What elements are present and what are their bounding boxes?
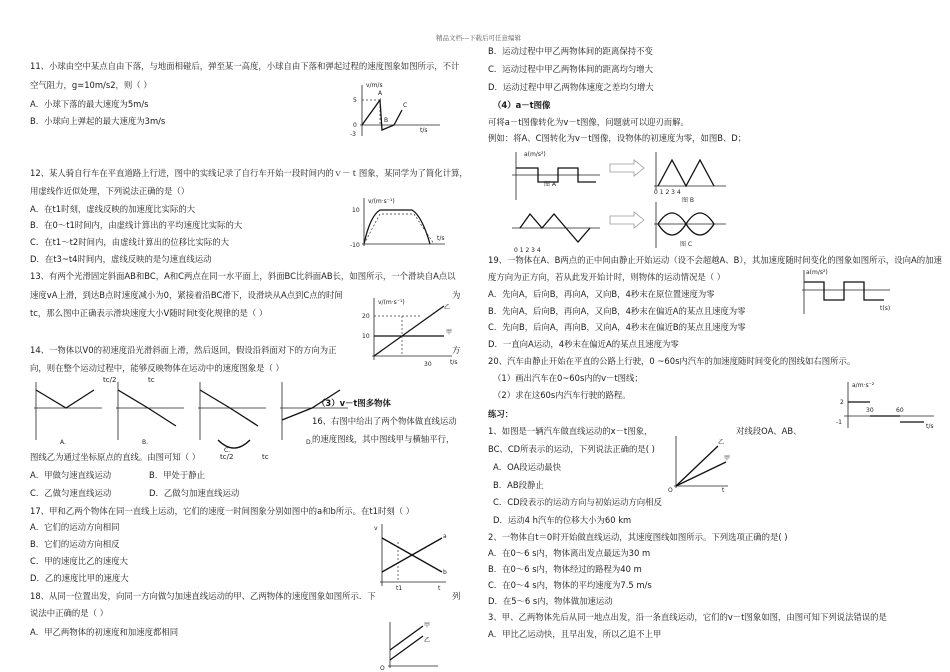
svg-text:t(s): t(s): [880, 305, 891, 312]
at-intro-2: 例如：将A、C图转化为v－t图像，设物体的初速度为零，如图B、D；: [488, 133, 747, 143]
q16-line2: 的速度图线，其中图线甲与横轴平行，: [312, 434, 455, 444]
p2-opt-a: A．在0～6 s内，物体离出发点最远为30 m: [488, 548, 651, 558]
q16-opt-b: B．甲处于静止: [149, 470, 205, 480]
svg-text:b: b: [443, 569, 447, 576]
figure-q11-vt-graph: [350, 80, 445, 140]
q17-opt-b: B．它们的运动方向相反: [30, 539, 120, 549]
q19-opt-a: A．先向A，后向B，再向A，又向B，4秒末在原位置速度为零: [488, 289, 715, 299]
svg-text:10: 10: [352, 207, 360, 214]
q11-line2: 空气阻力，g=10m/s2，则（ ）: [30, 80, 152, 90]
q13-line2-end: 为: [452, 290, 461, 300]
p3-opt-a: A．甲比乙运动快，且早出发，所以乙追不上甲: [488, 629, 662, 639]
q13-line3: tc，那么图中正确表示滑块速度大小V随时间t变化规律的是（ ）: [30, 308, 268, 318]
q11-line1: 11、小球由空中某点自由下落，与地面相碰后，弹至某一高度，小球自由下落和弹起过程的速度图象如图所示，不计: [30, 61, 460, 71]
q19-line2: 度方向为正方向，若从此发开始计时，则物体的运动情况是（ ）: [488, 272, 726, 282]
at-intro-1: 可将a－t图像转化为v－t图像，问题就可以迎刃而解。: [488, 117, 689, 127]
svg-text:甲: 甲: [446, 329, 453, 336]
svg-text:0 1 2 3 4: 0 1 2 3 4: [514, 247, 541, 254]
q11-opt-a: A．小球下落的最大速度为5m/s: [30, 99, 149, 109]
section-vt-multi: （3）v－t图多物体: [317, 398, 391, 408]
svg-text:20: 20: [362, 313, 370, 320]
q17-line1: 17、甲和乙两个物体在同一直线上运动，它们的速度一时间图象分别如图中的a和b所示。在t1时刻（ ）: [30, 506, 415, 516]
svg-text:-3: -3: [350, 131, 356, 138]
figure-q18-vt-graph: [378, 620, 448, 670]
q17-opt-d: D．乙的速度比甲的速度大: [30, 573, 129, 583]
q12-line1: 12、某人骑自行车在平直道路上行进，图中的实线记录了自行车开始一段时间内的ｖ－ｔ图象，某同学为了简化计算，: [30, 168, 468, 178]
p1-opt-d: D．运动4 h汽车的位移大小为60 km: [493, 515, 632, 525]
svg-text:60: 60: [896, 407, 904, 414]
svg-text:t/s: t/s: [926, 423, 934, 430]
tc-label-1: tc/2: [103, 376, 117, 384]
q16-line3: 图线乙为通过坐标原点的直线。由图可知（ ）: [30, 452, 201, 462]
svg-text:30: 30: [866, 407, 874, 414]
svg-text:图 C: 图 C: [680, 241, 693, 248]
option-d-graph: [280, 382, 348, 446]
svg-text:A.: A.: [60, 439, 66, 446]
svg-text:2: 2: [840, 399, 844, 406]
q18-line1: 18、从同一位置出发，向同一方向做匀加速直线运动的甲、乙两物体的速度图象如图所示．下: [30, 591, 376, 601]
p1-opt-c: C．CD段表示的运动方向与初始运动方向相反: [493, 497, 662, 507]
figure-q17-vt-graph: [372, 522, 452, 590]
p2-opt-b: B．在0～6 s内，物体经过的路程为40 m: [488, 564, 642, 574]
svg-text:图 B: 图 B: [682, 197, 695, 204]
q16-opt-a: A．甲做匀速直线运动: [30, 470, 112, 480]
p1-opt-b: B．AB段静止: [493, 480, 544, 490]
q13-line1: 13、有两个光滑固定斜面AB和BC，A和C两点在同一水平面上，斜面BC比斜面AB长，如图所示，一个滑块自A点以: [30, 271, 456, 281]
svg-text:5: 5: [353, 97, 357, 104]
q12-line2: 用虚线作近似处理，下列说法正确的是（）: [30, 186, 190, 196]
svg-text:C.: C.: [224, 447, 231, 454]
figure-a-at-graph: [512, 151, 600, 200]
p3-line1: 3、甲、乙两物体先后从同一地点出发，沿一条直线运动，它们的v－t图象如图，由图可知下列说法错误的是: [488, 612, 887, 622]
figure-q12-vt-graph: [350, 196, 455, 248]
figure-c-at-graph: [512, 214, 600, 254]
svg-text:a/m·s⁻²: a/m·s⁻²: [852, 382, 875, 389]
tc-label-4: tc: [262, 453, 269, 461]
svg-text:t: t: [722, 487, 725, 494]
svg-text:A: A: [378, 90, 383, 97]
q20-part1: （1）画出汽车在0~60s内的v－t图线；: [493, 373, 643, 383]
q16-line1: 16、右图中给出了两个物体做直线运动: [312, 416, 457, 426]
q17-opt-a: A．它们的运动方向相同: [30, 522, 120, 532]
p1-line2: BC、CD所表示的运动，下列说法正确的是( ): [488, 444, 655, 454]
svg-text:0: 0: [353, 122, 357, 129]
option-b-graph: [116, 382, 184, 446]
svg-text:a: a: [443, 533, 447, 540]
svg-text:O: O: [668, 487, 673, 494]
q12-opt-d: D．在t3~t4时间内，虚线反映的是匀速直线运动: [30, 254, 212, 264]
q16-opt-d: D．乙做匀加速直线运动: [149, 488, 240, 498]
q20-part2: （2）求在这60s内汽车行驶的路程。: [493, 390, 631, 400]
svg-text:v: v: [374, 525, 378, 532]
option-a-graph: [34, 382, 102, 446]
q18-line2: 说法中正确的是（ ）: [30, 608, 109, 618]
p2-opt-d: D．在5～6 s内，物体做加速运动: [488, 596, 613, 606]
q18-opt-b: B．运动过程中甲乙两物体间的距离保持不变: [488, 46, 653, 56]
option-c-graph: [198, 382, 266, 454]
q18-opt-c: C．运动过程中甲乙两物体间的距离均匀增大: [488, 64, 653, 74]
figure-q19-at-graph: [798, 268, 898, 316]
svg-text:30: 30: [424, 361, 432, 368]
svg-text:-1: -1: [836, 419, 842, 426]
q16-opt-c: C．乙做匀速直线运动: [30, 488, 112, 498]
p1-line1: 1、如图是一辆汽车做直线运动的x－t图象，: [488, 426, 653, 436]
svg-text:D.: D.: [306, 439, 313, 446]
section-at-graph: （4）a－t图像: [493, 100, 551, 110]
svg-text:10: 10: [362, 333, 370, 340]
figure-at-conversion: [510, 150, 730, 254]
q18-opt-a: A．甲乙两物体的初速度和加速度都相同: [30, 627, 179, 637]
svg-text:甲: 甲: [724, 455, 731, 462]
figure-b-vt-graph: [654, 152, 726, 204]
q13-line2: 速度vA上滑，到达B点时速度减小为0，紧接着沿BC滑下，设滑块从A点到C点的时间: [30, 290, 343, 300]
svg-text:O: O: [380, 665, 385, 672]
practice-heading: 练习：: [488, 409, 514, 419]
svg-text:乙: 乙: [718, 439, 725, 446]
svg-text:图 A: 图 A: [544, 181, 557, 188]
svg-text:C: C: [403, 102, 408, 109]
svg-text:t1: t1: [396, 585, 403, 592]
tc-label-3: tc/2: [220, 453, 234, 461]
q11-opt-b: B．小球向上弹起的最大速度为3m/s: [30, 116, 166, 126]
svg-text:v/(m·s⁻¹): v/(m·s⁻¹): [378, 299, 405, 306]
q17-opt-c: C．甲的速度比乙的速度大: [30, 556, 128, 566]
q12-opt-b: B．在0～t1时间内，由虚线计算出的平均速度比实际的大: [30, 220, 243, 230]
svg-text:t/s: t/s: [450, 359, 458, 366]
svg-text:B: B: [384, 117, 389, 124]
svg-text:a(m/s²): a(m/s²): [806, 269, 828, 276]
svg-text:B.: B.: [142, 439, 149, 446]
q14-line1-end: 方: [452, 345, 461, 355]
svg-text:t/s: t/s: [437, 235, 445, 242]
svg-text:乙: 乙: [444, 304, 451, 311]
q14-line2: 向，则在整个运动过程中，能够反映物体在运动中的速度图象是（ ）: [30, 363, 284, 373]
svg-text:t: t: [438, 585, 441, 592]
figure-practice1-graph: [668, 434, 734, 492]
figure-d-vt-graph: [654, 202, 726, 248]
q19-line1: 19、一物体在A、B两点的正中间由静止开始运动（设不会超越A、B），其加速度随时间变化的图象如图所示，设向A的加速: [488, 255, 942, 265]
q18-line1-end: 列: [452, 591, 461, 601]
svg-text:0 1 2 3 4: 0 1 2 3 4: [654, 189, 681, 196]
svg-text:-10: -10: [350, 242, 360, 249]
p2-opt-c: C．在0～4 s内，物体的平均速度为7.5 m/s: [488, 580, 652, 590]
q12-opt-c: C．在t1～t2时间内，由虚线计算出的位移比实际的大: [30, 237, 229, 247]
figure-q20-at-graph: [836, 380, 940, 430]
q20-line1: 20、汽车由静止开始在平直的公路上行驶，0 ~60s内汽车的加速度随时间变化的图线如右图所示。: [488, 356, 856, 366]
svg-text:乙: 乙: [424, 637, 431, 644]
svg-text:v/m/s: v/m/s: [366, 82, 383, 89]
svg-text:v/(m·s⁻¹): v/(m·s⁻¹): [368, 198, 395, 205]
figure-q14-options: [30, 380, 360, 460]
svg-text:a(m/s²): a(m/s²): [524, 151, 546, 158]
figure-q16-vt-graph: [362, 296, 462, 370]
page-header: 精品文档---下载后可任意编辑: [436, 34, 522, 42]
tc-label-2: tc: [148, 376, 155, 384]
p2-line1: 2、一物体自t＝0时开始做直线运动，其速度图线如图所示。下列选项正确的是( ): [488, 532, 788, 542]
svg-text:甲: 甲: [424, 622, 431, 629]
q18-opt-d: D．运动过程中甲乙两物体速度之差均匀增大: [488, 82, 654, 92]
svg-text:t/s: t/s: [420, 127, 428, 134]
p1-opt-a: A．OA段运动最快: [493, 462, 562, 472]
q12-opt-a: A．在t1时刻，虚线反映的加速度比实际的大: [30, 204, 196, 214]
p1-line1-end: 对线段OA、AB、: [736, 426, 802, 436]
q19-opt-c: C．先向B，后向A，再向B，又向A，4秒末在偏近B的某点且速度为零: [488, 322, 746, 332]
q14-line1: 14、一物体以V0的初速度沿光滑斜面上滑，然后返回，假设沿斜面对下的方向为正: [30, 345, 337, 355]
q19-opt-d: D．一直向A运动，4秒末在偏近A的某点且速度为零: [488, 339, 679, 349]
q19-opt-b: B．先向A，后向B，再向A，又向B，4秒末在偏近A的某点且速度为零: [488, 306, 746, 316]
